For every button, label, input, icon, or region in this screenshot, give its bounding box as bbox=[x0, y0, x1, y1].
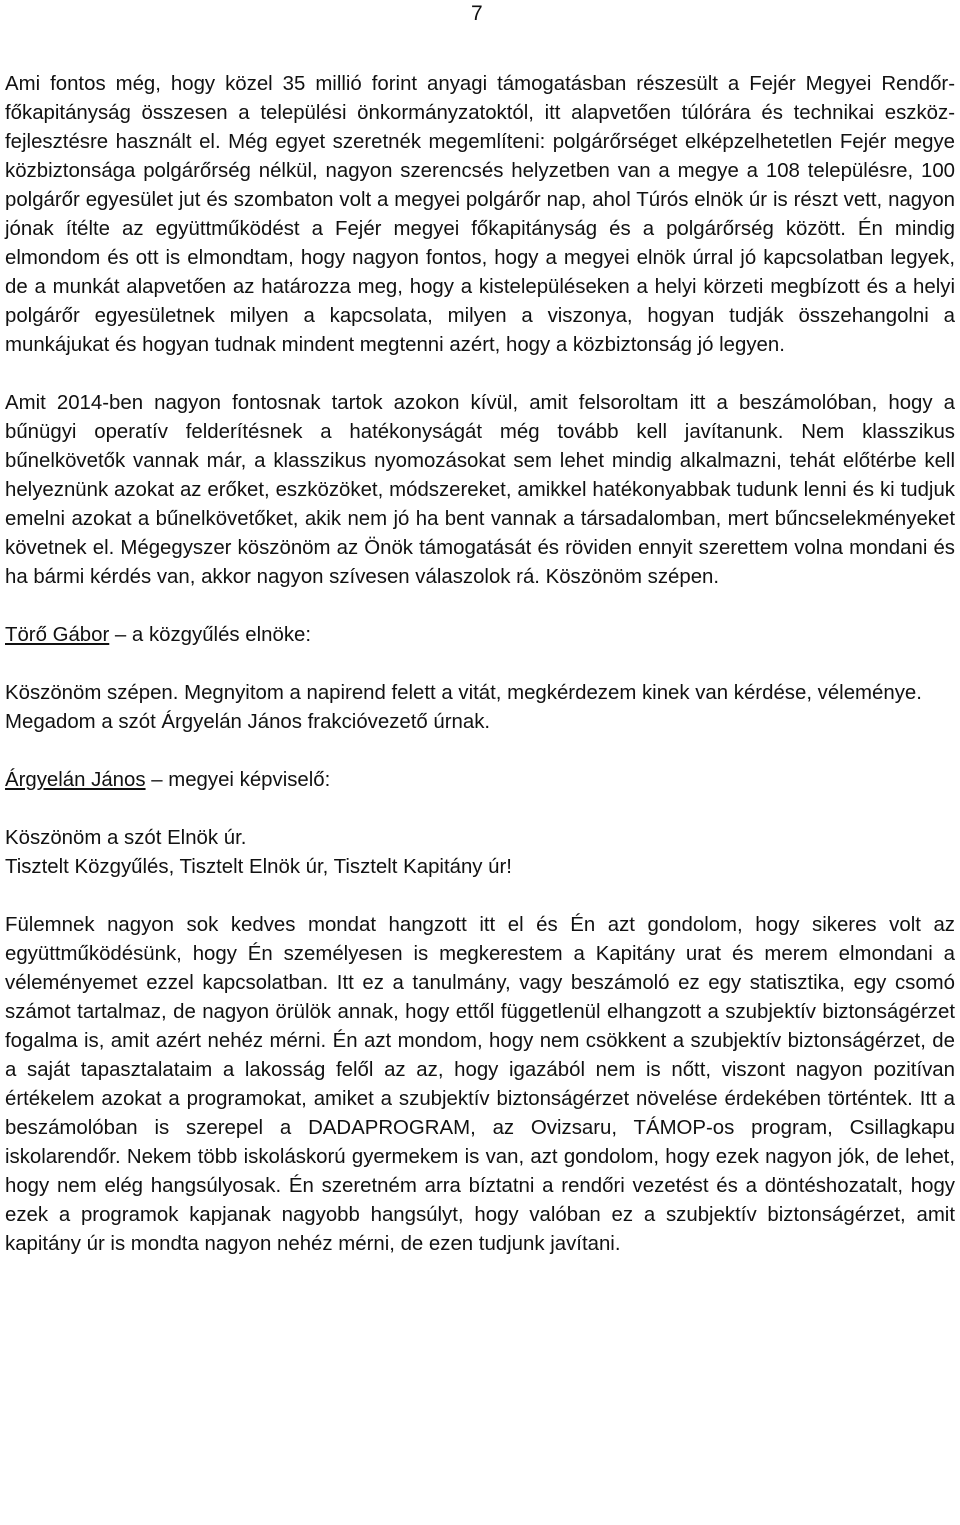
paragraph: Ami fontos még, hogy közel 35 millió forint anyagi támogatásban részesült a Fejér Megyei Rendőr-főkapitányság összesen a települési önkormányzatoktól, itt alapvetően túlórára és technikai eszköz-fejlesztésre használt el. Még egyet szeretnék megemlíteni: polgárőrséget elképzelhetetlen Fejér megye közbiztonsága polgárőrség nélkül, nagyon szerencsés helyzetben van a megye a 108 településre, 100 polgárőr egyesület jut és szombaton volt a megyei polgárőr nap, ahol Túrós elnök úr is részt vett, nagyon jónak ítélte az együttműködést a Fejér megyei főkapitányság és a polgárőrség között. Én mindig elmondom és ott is elmondtam, hogy nagyon fontos, hogy a megyei elnök úrral jó kapcsolatban legyek, de a munkát alapvetően az határozza meg, hogy a kistelepüléseken a helyi körzeti megbízott és a helyi polgárőr egyesületnek milyen a kapcsolata, milyen a viszonya, hogyan tudják összehangolni a munkájukat és hogyan tudnak mindent megtenni azért, hogy a közbiztonság jó legyen. bbox=[5, 73, 955, 356]
paragraph: Köszönöm a szót Elnök úr. bbox=[5, 827, 247, 849]
paragraph: Megadom a szót Árgyelán János frakcióvezető úrnak. bbox=[5, 711, 491, 733]
speaker-role: – megyei képviselő: bbox=[145, 769, 331, 791]
paragraph: Fülemnek nagyon sok kedves mondat hangzott itt el és Én azt gondolom, hogy sikeres volt az együttműködésünk, hogy Én személyesen is megkerestem a Kapitány urat és merem elmondani a véleményemet ezzel kapcsolatban. Itt ez a tanulmány, vagy beszámoló ez egy statisztika, egy csomó számot tartalmaz, de nagyon örülök annak, hogy ettől függetlenül elhangzott a szubjektív biztonságérzet fogalma is, amit azért nehéz mérni. Én azt mondom, hogy nem csökkent a szubjektív biztonságérzet, de a saját tapasztalataim a lakosság felől az az, hogy igazából nem is nőtt, viszont nagyon pozitívan értékelem azokat a programokat, amiket a szubjektív biztonságérzet növelése érdekében történtek. Itt a beszámolóban is szerepel a DADAPROGRAM, az Ovizsaru, TÁMOP-os program, Csillagkapu iskolarendőr. Nekem több iskoláskorú gyermekem is van, azt gondolom, hogy ezek nagyon jók, de lehet, hogy nem elég hangsúlyosak. Én szeretném arra bíztatni a rendőri vezetést és a döntéshozatalt, hogy ezek a programok kapjanak nagyobb hangsúlyt, hogy valóban ez a szubjektív biztonságérzet, amit kapitány úr is mondta nagyon nehéz mérni, de ezen tudjunk javítani. bbox=[5, 914, 955, 1255]
paragraph: Tisztelt Közgyűlés, Tisztelt Elnök úr, Tisztelt Kapitány úr! bbox=[5, 856, 512, 878]
document-body bbox=[5, 70, 955, 1259]
speaker-role: – a közgyűlés elnöke: bbox=[109, 624, 312, 646]
speaker-line bbox=[5, 766, 955, 795]
speaker-line bbox=[5, 621, 955, 650]
speaker-name: Árgyelán János bbox=[5, 769, 146, 791]
speaker-name: Törő Gábor bbox=[5, 624, 110, 646]
page-number: 7 bbox=[471, 2, 483, 25]
paragraph: Amit 2014-ben nagyon fontosnak tartok azokon kívül, amit felsoroltam itt a beszámolóban, hogy a bűnügyi operatív felderítésnek a hatékonyságát még tovább kell javítanunk. Nem klasszikus bűnelkövetők vannak már, a klasszikus nyomozásokat sem lehet mindig alkalmazni, tehát előtérbe kell helyeznünk azokat az erőket, eszközöket, módszereket, amikkel hatékonyabbak tudunk lenni és ki tudjuk emelni azokat a bűnelkövetőket, akik nem jó ha bent vannak a társadalomban, mert bűncselekményeket követnek el. Mégegyszer köszönöm az Önök támogatását és röviden ennyit szerettem volna mondani és ha bármi kérdés van, akkor nagyon szívesen válaszolok rá. Köszönöm szépen. bbox=[5, 392, 955, 588]
paragraph: Köszönöm szépen. Megnyitom a napirend felett a vitát, megkérdezem kinek van kérdése, véleménye. bbox=[5, 682, 922, 704]
